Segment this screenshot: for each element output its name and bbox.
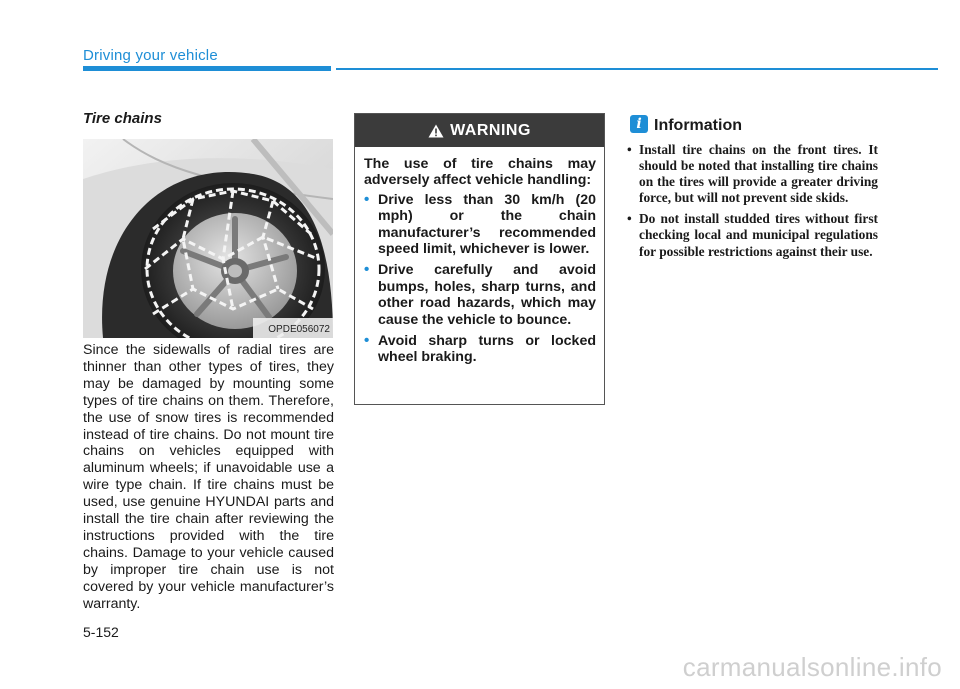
info-title: Information bbox=[654, 117, 742, 134]
info-item-text: Do not install studded tires without first checking local and municipal regulations for possible restrictions against their use. bbox=[639, 211, 878, 259]
bullet-icon: • bbox=[364, 332, 370, 350]
warning-header bbox=[355, 114, 604, 147]
bullet-icon: • bbox=[364, 190, 370, 208]
header-rule-thin bbox=[336, 68, 938, 70]
warning-list bbox=[364, 192, 596, 366]
header-rule-thick bbox=[83, 66, 331, 71]
warning-intro: The use of tire chains may adversely affect vehicle handling: bbox=[364, 156, 596, 189]
warning-body bbox=[355, 147, 604, 366]
tire-chain-illustration bbox=[83, 139, 333, 338]
watermark: carmanualsonline.info bbox=[682, 652, 942, 682]
info-list bbox=[626, 142, 878, 265]
info-item-text: Install tire chains on the front tires. It should be noted that installing tire chains on the tires will provide a greater driving force, but will not prevent side skids. bbox=[639, 142, 878, 206]
warning-label: WARNING bbox=[450, 121, 531, 139]
info-icon: i bbox=[630, 115, 648, 133]
section-header: Driving your vehicle bbox=[83, 47, 218, 64]
info-item bbox=[626, 211, 878, 259]
warning-item bbox=[364, 333, 596, 366]
bullet-icon: • bbox=[627, 142, 632, 157]
body-paragraph: Since the sidewalls of radial tires are thinner than other types of tires, they may be damaged by mounting some types of tire chains on them. Therefore, the use of snow tires is recommended instead of tire chains. Do not mount tire chains on vehicles equipped with aluminum wheels; if unavoidable use a wire type chain. If tire chains must be used, use genuine HYUNDAI parts and install the tire chain after reviewing the instructions provided with the tire chains. Damage to your vehicle caused by improper tire chain use is not covered by your vehicle manufacturer’s warranty. bbox=[83, 342, 334, 612]
warning-box bbox=[354, 113, 605, 405]
bullet-icon: • bbox=[364, 261, 370, 279]
section-title: Tire chains bbox=[83, 110, 162, 127]
warning-item bbox=[364, 192, 596, 258]
info-item bbox=[626, 142, 878, 206]
figure-code: OPDE056072 bbox=[268, 324, 330, 335]
tire-chain-drawing bbox=[83, 139, 333, 338]
warning-triangle-icon bbox=[428, 124, 444, 138]
warning-item-text: Drive less than 30 km/h (20 mph) or the chain manufacturer’s recommended speed limit, whichever is lower. bbox=[378, 191, 596, 258]
warning-item-text: Drive carefully and avoid bumps, holes, sharp turns, and other road hazards, which may cause the vehicle to bounce. bbox=[378, 262, 596, 328]
warning-item-text: Avoid sharp turns or locked wheel braking. bbox=[378, 333, 596, 366]
page-number: 5-152 bbox=[83, 624, 119, 640]
warning-item bbox=[364, 262, 596, 328]
bullet-icon: • bbox=[627, 211, 632, 227]
